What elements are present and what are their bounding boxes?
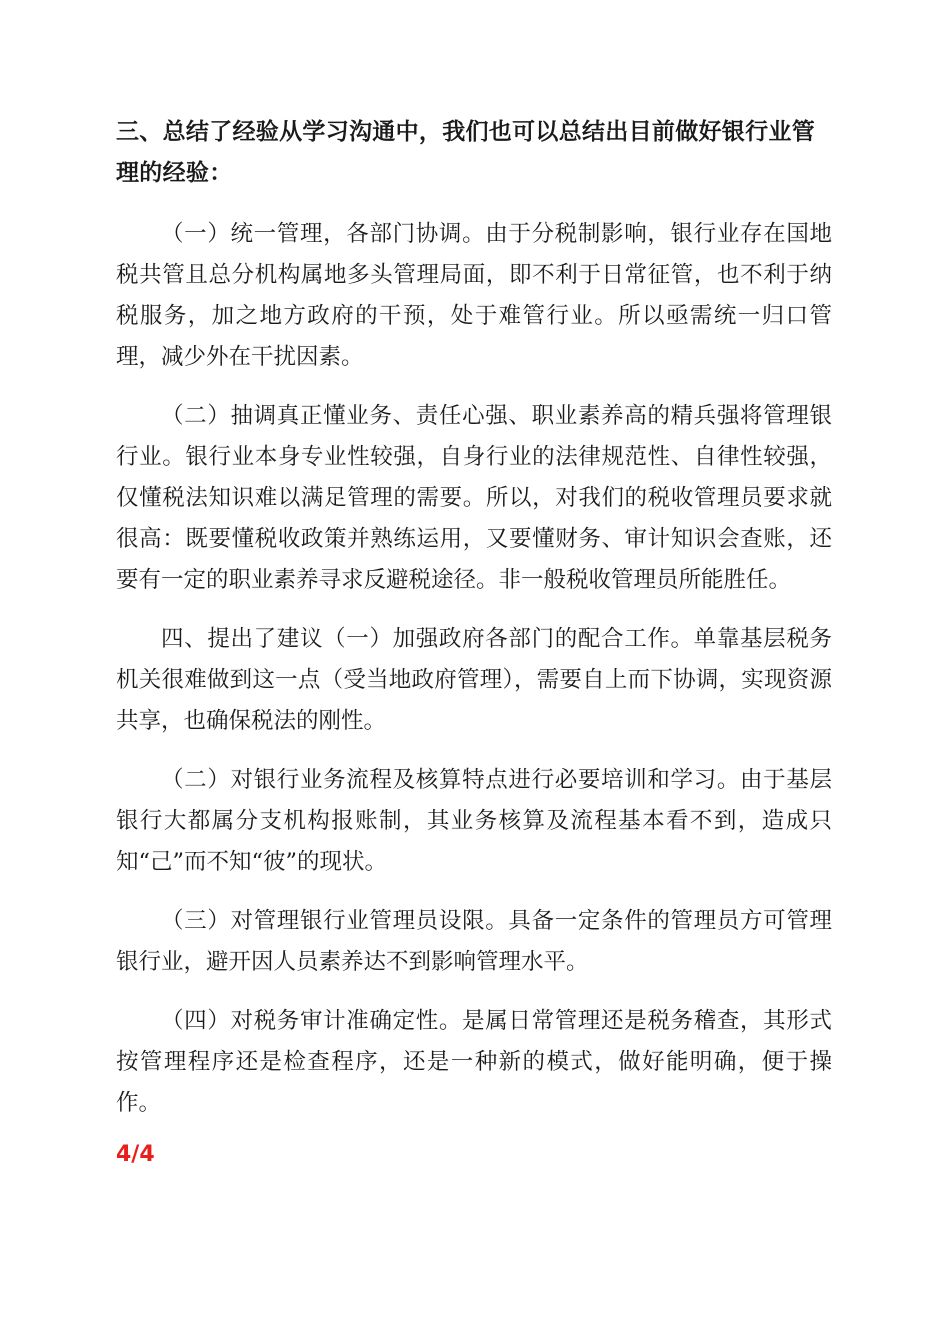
paragraph-staff-selection: （二）抽调真正懂业务、责任心强、职业素养高的精兵强将管理银行业。银行业本身专业性较强，自身行业的法律规范性、自律性较强，仅懂税法知识难以满足管理的需要。所以，对我们的税收管理员要求就很高：既要懂税收政策并熟练运用，又要懂财务、审计知识会查账，还要有一定的职业素养寻求反避税途径。非一般税收管理员所能胜任。 [116, 403, 832, 593]
paragraph-qualification: （三）对管理银行业管理员设限。具备一定条件的管理员方可管理银行业，避开因人员素养达不到影响管理水平。 [116, 908, 832, 975]
paragraph-unified-management: （一）统一管理，各部门协调。由于分税制影响，银行业存在国地税共管且总分机构属地多头管理局面，即不利于日常征管，也不利于纳税服务，加之地方政府的干预，处于难管行业。所以亟需统一归口管理，减少外在干扰因素。 [116, 221, 832, 370]
paragraph-suggestions: 四、提出了建议（一）加强政府各部门的配合工作。单靠基层税务机关很难做到这一点（受当地政府管理），需要自上而下协调，实现资源共享，也确保税法的刚性。 [116, 626, 832, 734]
paragraph-audit-definition: （四）对税务审计准确定性。是属日常管理还是税务稽查，其形式按管理程序还是检查程序，还是一种新的模式，做好能明确，便于操作。 [116, 1008, 832, 1116]
paragraph-training: （二）对银行业务流程及核算特点进行必要培训和学习。由于基层银行大都属分支机构报账制，其业务核算及流程基本看不到，造成只知“己”而不知“彼”的现状。 [116, 767, 832, 875]
page-number: 4/4 [116, 1142, 155, 1167]
section-heading: 三、总结了经验从学习沟通中，我们也可以总结出目前做好银行业管理的经验： [116, 119, 815, 186]
document-page [116, 112, 832, 1167]
